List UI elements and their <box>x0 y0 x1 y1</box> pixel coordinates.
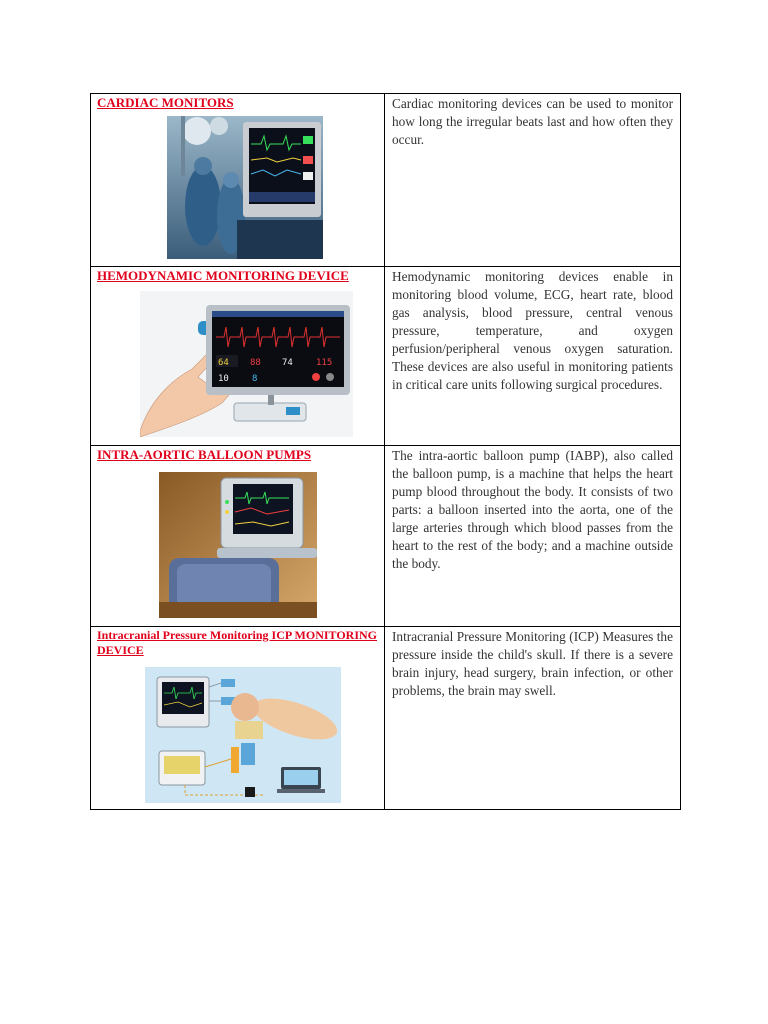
device-description: Cardiac monitoring devices can be used to monitor how long the irregular beats last and how often they occur. <box>392 96 673 147</box>
description-cell <box>385 627 681 810</box>
table-row <box>91 627 681 810</box>
device-table <box>90 93 681 810</box>
device-cell <box>91 94 385 267</box>
balloon-pump-photo <box>159 472 317 618</box>
table-row <box>91 446 681 627</box>
device-description: Hemodynamic monitoring devices enable in monitoring blood volume, ECG, heart rate, blood gas analysis, blood pressure, central venous pressure, temperature, and oxygen perfusion/peripheral venous oxygen saturation. These devices are also useful in monitoring patients in critical care units following surgical procedures. <box>392 269 673 392</box>
device-cell <box>91 446 385 627</box>
description-cell <box>385 267 681 446</box>
svg-text:64: 64 <box>218 358 229 368</box>
svg-text:74: 74 <box>282 358 293 368</box>
svg-text:88: 88 <box>250 358 261 368</box>
svg-text:115: 115 <box>316 358 333 368</box>
icp-monitor-diagram <box>145 667 341 803</box>
table-row <box>91 94 681 267</box>
device-title: HEMODYNAMIC MONITORING DEVICE <box>97 268 349 283</box>
device-title: Intracranial Pressure Monitoring ICP MONITORING DEVICE <box>97 628 377 657</box>
device-cell <box>91 627 385 810</box>
device-description: The intra-aortic balloon pump (IABP), also called the balloon pump, is a machine that helps the heart pump blood throughout the body. It consists of two parts: a balloon inserted into the aorta, one of the large arteries through which blood passes from the heart to the rest of the body; and a machine outside the body. <box>392 448 673 571</box>
device-title: INTRA-AORTIC BALLOON PUMPS <box>97 447 312 462</box>
description-cell <box>385 446 681 627</box>
svg-text:8: 8 <box>252 374 258 384</box>
cardiac-monitor-photo <box>167 116 323 259</box>
device-description: Intracranial Pressure Monitoring (ICP) Measures the pressure inside the child's skull. If there is a severe brain injury, head surgery, brain infection, or other problems, the brain may swell. <box>392 629 673 698</box>
hemodynamic-monitor-photo <box>140 291 353 437</box>
description-cell <box>385 94 681 267</box>
device-title: CARDIAC MONITORS <box>97 95 234 110</box>
svg-text:10: 10 <box>218 374 229 384</box>
table-row <box>91 267 681 446</box>
device-cell <box>91 267 385 446</box>
